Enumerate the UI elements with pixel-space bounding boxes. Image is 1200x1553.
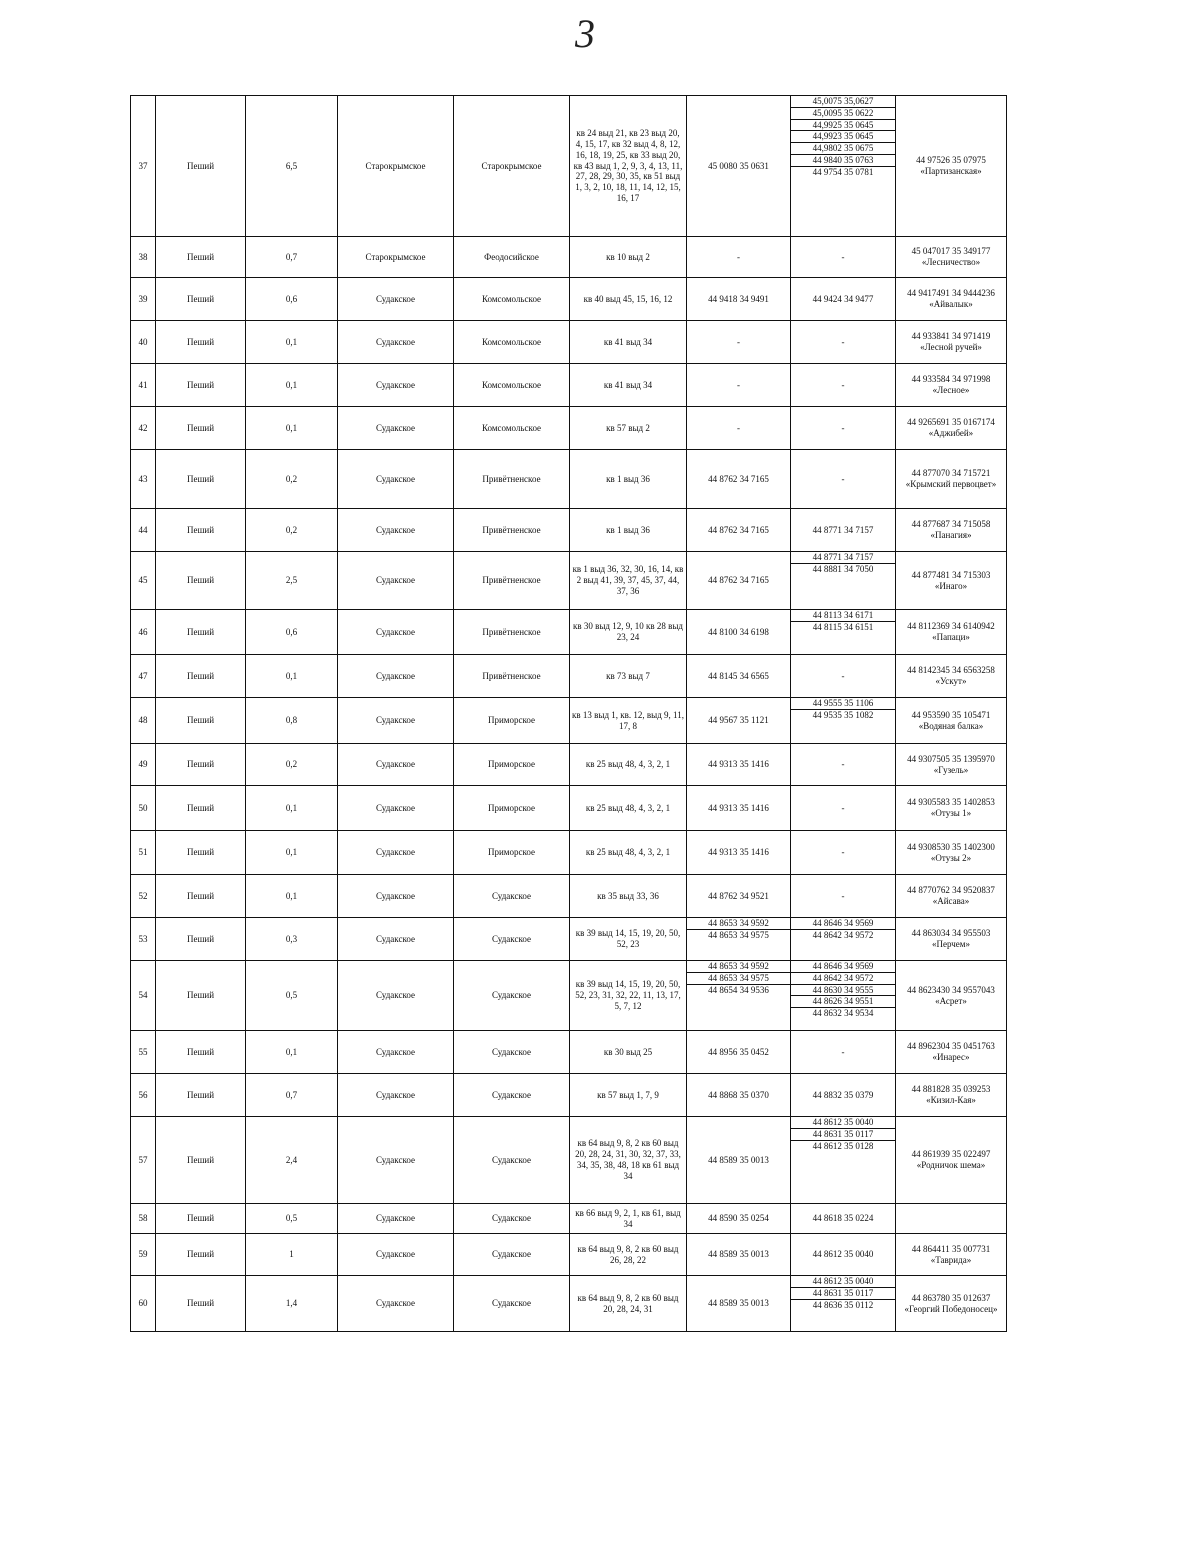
object-note: 44 881828 35 039253 «Кизил-Кая» [896,1074,1007,1117]
route-length: 0,1 [246,655,338,698]
forest-district: Судакское [338,509,454,552]
quarters: кв 13 выд 1, кв. 12, выд 9, 11, 17, 8 [570,698,687,744]
forestry: Привётненское [454,450,570,509]
forestry: Приморское [454,831,570,875]
table-row [131,831,1007,875]
table-row [131,1276,1007,1332]
route-type: Пеший [156,744,246,786]
row-number: 55 [131,1031,156,1074]
row-number: 48 [131,698,156,744]
object-note: 44 864411 35 007731 «Таврида» [896,1234,1007,1276]
object-note: 44 9265691 35 0167174 «Аджибей» [896,407,1007,450]
forestry: Судакское [454,1234,570,1276]
start-coords-item: 44 8653 34 9575 [708,929,769,940]
quarters: кв 39 выд 14, 15, 19, 20, 50, 52, 23 [570,918,687,961]
end-coords: - [791,655,896,698]
end-coords: - [791,237,896,278]
start-coords [687,918,791,961]
table-row [131,237,1007,278]
forestry: Судакское [454,875,570,918]
start-coords: - [687,321,791,364]
forest-district: Судакское [338,407,454,450]
quarters: кв 10 выд 2 [570,237,687,278]
forest-district: Судакское [338,744,454,786]
table-row [131,1074,1007,1117]
start-coords: - [687,407,791,450]
table-row [131,744,1007,786]
end-coords-item: 44 8642 34 9572 [812,929,874,940]
table-row [131,364,1007,407]
start-coords-item: 44 8653 34 9592 [687,918,790,930]
route-length: 0,2 [246,509,338,552]
end-coords: 44 8832 35 0379 [791,1074,896,1117]
quarters: кв 25 выд 48, 4, 3, 2, 1 [570,786,687,831]
object-note: 44 933841 34 971419 «Лесной ручей» [896,321,1007,364]
end-coords: - [791,831,896,875]
row-number: 40 [131,321,156,364]
object-note: 44 8770762 34 9520837 «Айсава» [896,875,1007,918]
quarters: кв 57 выд 2 [570,407,687,450]
route-type: Пеший [156,552,246,610]
end-coords [791,96,896,237]
end-coords-item: 44 8646 34 9569 [791,918,895,930]
route-type: Пеший [156,831,246,875]
row-number: 59 [131,1234,156,1276]
table-row [131,1117,1007,1204]
route-length: 0,1 [246,831,338,875]
route-length: 0,1 [246,875,338,918]
end-coords [791,552,896,610]
route-length: 0,1 [246,407,338,450]
start-coords: 44 8956 35 0452 [687,1031,791,1074]
forestry: Судакское [454,961,570,1031]
object-note: 44 8142345 34 6563258 «Ускут» [896,655,1007,698]
route-length: 0,1 [246,786,338,831]
end-coords-item: 44 8771 34 7157 [791,552,895,564]
end-coords-item: 44 8612 35 0040 [791,1117,895,1129]
quarters: кв 25 выд 48, 4, 3, 2, 1 [570,831,687,875]
forest-district: Судакское [338,1234,454,1276]
route-length: 0,2 [246,450,338,509]
forestry: Комсомольское [454,407,570,450]
forestry: Комсомольское [454,364,570,407]
route-type: Пеший [156,237,246,278]
quarters: кв 30 выд 25 [570,1031,687,1074]
row-number: 37 [131,96,156,237]
route-type: Пеший [156,1276,246,1332]
row-number: 53 [131,918,156,961]
route-length: 0,6 [246,278,338,321]
row-number: 56 [131,1074,156,1117]
object-note: 44 877481 34 715303 «Инаго» [896,552,1007,610]
start-coords: 44 9418 34 9491 [687,278,791,321]
end-coords-item: 44 8631 35 0117 [791,1288,895,1300]
forest-district: Судакское [338,278,454,321]
table-row [131,786,1007,831]
trails-table [130,95,1007,1332]
end-coords-item: 44 8630 34 9555 [791,985,895,997]
end-coords: 44 8612 35 0040 [791,1234,896,1276]
start-coords-item: 44 8653 34 9575 [687,973,790,985]
object-note: 44 9308530 35 1402300 «Отузы 2» [896,831,1007,875]
route-length: 6,5 [246,96,338,237]
route-type: Пеший [156,875,246,918]
route-length: 2,4 [246,1117,338,1204]
quarters: кв 73 выд 7 [570,655,687,698]
forestry: Привётненское [454,552,570,610]
forestry: Комсомольское [454,321,570,364]
object-note: 44 933584 34 971998 «Лесное» [896,364,1007,407]
row-number: 46 [131,610,156,655]
end-coords-item: 45,0075 35,0627 [791,96,895,108]
start-coords: 44 9313 35 1416 [687,831,791,875]
end-coords [791,1117,896,1204]
forestry: Судакское [454,1204,570,1234]
object-note: 44 877687 34 715058 «Панагия» [896,509,1007,552]
route-type: Пеший [156,1031,246,1074]
row-number: 51 [131,831,156,875]
end-coords: - [791,875,896,918]
forestry: Привётненское [454,610,570,655]
forest-district: Судакское [338,831,454,875]
row-number: 60 [131,1276,156,1332]
end-coords: 44 9424 34 9477 [791,278,896,321]
start-coords: 44 8589 35 0013 [687,1234,791,1276]
forestry: Приморское [454,744,570,786]
table-row [131,321,1007,364]
row-number: 45 [131,552,156,610]
forest-district: Судакское [338,961,454,1031]
end-coords-item: 44,9925 35 0645 [791,120,895,132]
quarters: кв 25 выд 48, 4, 3, 2, 1 [570,744,687,786]
object-note: 44 953590 35 105471 «Водяная балка» [896,698,1007,744]
start-coords: 45 0080 35 0631 [687,96,791,237]
object-note: 44 863034 34 955503 «Перчем» [896,918,1007,961]
end-coords-item: 44 9840 35 0763 [791,155,895,167]
forest-district: Судакское [338,786,454,831]
forestry: Приморское [454,698,570,744]
end-coords-item: 44 9754 35 0781 [812,166,874,177]
forest-district: Судакское [338,1117,454,1204]
forest-district: Судакское [338,875,454,918]
table-row [131,407,1007,450]
table-row [131,1234,1007,1276]
quarters: кв 64 выд 9, 8, 2 кв 60 выд 20, 28, 24, 31 [570,1276,687,1332]
row-number: 44 [131,509,156,552]
forest-district: Старокрымское [338,237,454,278]
route-length: 0,5 [246,1204,338,1234]
object-note: 44 9305583 35 1402853 «Отузы 1» [896,786,1007,831]
object-note: 44 9417491 34 9444236 «Айвалык» [896,278,1007,321]
route-type: Пеший [156,321,246,364]
route-length: 1,4 [246,1276,338,1332]
object-note: 44 8962304 35 0451763 «Инарес» [896,1031,1007,1074]
route-length: 0,7 [246,1074,338,1117]
forest-district: Судакское [338,610,454,655]
table-row [131,1204,1007,1234]
end-coords: - [791,364,896,407]
row-number: 47 [131,655,156,698]
end-coords: - [791,450,896,509]
forestry: Старокрымское [454,96,570,237]
end-coords: 44 8618 35 0224 [791,1204,896,1234]
table-row [131,610,1007,655]
page-number: 3 [575,11,595,56]
quarters: кв 41 выд 34 [570,321,687,364]
end-coords-item: 44 8631 35 0117 [791,1129,895,1141]
end-coords: - [791,786,896,831]
start-coords: 44 9567 35 1121 [687,698,791,744]
route-type: Пеший [156,450,246,509]
route-type: Пеший [156,786,246,831]
route-type: Пеший [156,1117,246,1204]
end-coords-item: 44 8646 34 9569 [791,961,895,973]
row-number: 42 [131,407,156,450]
table-row [131,698,1007,744]
start-coords: - [687,364,791,407]
object-note: 44 861939 35 022497 «Родничок шема» [896,1117,1007,1204]
route-type: Пеший [156,96,246,237]
route-type: Пеший [156,1074,246,1117]
object-note: 44 8112369 34 6140942 «Папаци» [896,610,1007,655]
forest-district: Судакское [338,450,454,509]
forestry: Привётненское [454,509,570,552]
forest-district: Судакское [338,698,454,744]
forest-district: Судакское [338,552,454,610]
forestry: Привётненское [454,655,570,698]
table-row [131,918,1007,961]
route-type: Пеший [156,698,246,744]
start-coords: 44 8868 35 0370 [687,1074,791,1117]
row-number: 41 [131,364,156,407]
forestry: Феодосийское [454,237,570,278]
quarters: кв 35 выд 33, 36 [570,875,687,918]
end-coords-item: 44 8113 34 6171 [791,610,895,622]
forest-district: Судакское [338,1276,454,1332]
table-row [131,450,1007,509]
end-coords [791,1276,896,1332]
object-note: 44 97526 35 07975 «Партизанская» [896,96,1007,237]
quarters: кв 66 выд 9, 2, 1, кв 61, выд 34 [570,1204,687,1234]
start-coords [687,961,791,1031]
object-note: 44 9307505 35 1395970 «Гузель» [896,744,1007,786]
row-number: 43 [131,450,156,509]
forestry: Судакское [454,1276,570,1332]
route-type: Пеший [156,364,246,407]
forest-district: Судакское [338,364,454,407]
forest-district: Судакское [338,655,454,698]
start-coords: 44 8100 34 6198 [687,610,791,655]
forest-district: Судакское [338,1031,454,1074]
object-note: 44 877070 34 715721 «Крымский первоцвет» [896,450,1007,509]
quarters: кв 57 выд 1, 7, 9 [570,1074,687,1117]
forestry: Судакское [454,1031,570,1074]
end-coords-item: 44 8636 35 0112 [812,1299,874,1310]
end-coords: - [791,744,896,786]
quarters: кв 1 выд 36 [570,509,687,552]
table-row [131,875,1007,918]
forest-district: Судакское [338,918,454,961]
start-coords: 44 8145 34 6565 [687,655,791,698]
route-length: 0,3 [246,918,338,961]
end-coords-item: 44 8626 34 9551 [791,996,895,1008]
route-type: Пеший [156,610,246,655]
end-coords: - [791,321,896,364]
route-type: Пеший [156,1234,246,1276]
row-number: 39 [131,278,156,321]
table-row [131,278,1007,321]
start-coords: - [687,237,791,278]
start-coords: 44 8762 34 7165 [687,509,791,552]
table-row [131,509,1007,552]
end-coords-item: 45,0095 35 0622 [791,108,895,120]
forest-district: Старокрымское [338,96,454,237]
route-length: 0,5 [246,961,338,1031]
end-coords-item: 44,9923 35 0645 [791,131,895,143]
start-coords: 44 8762 34 7165 [687,450,791,509]
end-coords [791,961,896,1031]
end-coords-item: 44 8612 35 0040 [791,1276,895,1288]
object-note: 44 863780 35 012637 «Георгий Победоносец» [896,1276,1007,1332]
route-type: Пеший [156,509,246,552]
row-number: 57 [131,1117,156,1204]
route-type: Пеший [156,655,246,698]
forest-district: Судакское [338,1204,454,1234]
end-coords: 44 8771 34 7157 [791,509,896,552]
route-length: 0,1 [246,1031,338,1074]
object-note: 45 047017 35 349177 «Лесничество» [896,237,1007,278]
table-row [131,961,1007,1031]
forestry: Приморское [454,786,570,831]
end-coords [791,698,896,744]
start-coords-item: 44 8654 34 9536 [708,984,769,995]
start-coords: 44 8590 35 0254 [687,1204,791,1234]
start-coords-item: 44 8653 34 9592 [687,961,790,973]
route-length: 0,1 [246,364,338,407]
table-row [131,552,1007,610]
route-length: 2,5 [246,552,338,610]
route-length: 0,8 [246,698,338,744]
start-coords: 44 8589 35 0013 [687,1117,791,1204]
forestry: Комсомольское [454,278,570,321]
route-type: Пеший [156,918,246,961]
forestry: Судакское [454,918,570,961]
start-coords: 44 8589 35 0013 [687,1276,791,1332]
quarters: кв 64 выд 9, 8, 2 кв 60 выд 20, 28, 24, 31, 30, 32, 37, 33, 34, 35, 38, 48, 18 кв 61 выд 34 [570,1117,687,1204]
quarters: кв 30 выд 12, 9, 10 кв 28 выд 23, 24 [570,610,687,655]
table-row [131,96,1007,237]
quarters: кв 1 выд 36 [570,450,687,509]
forestry: Судакское [454,1074,570,1117]
start-coords: 44 9313 35 1416 [687,786,791,831]
route-type: Пеший [156,407,246,450]
quarters: кв 24 выд 21, кв 23 выд 20, 4, 15, 17, кв 32 выд 4, 8, 12, 16, 18, 19, 25, кв 33 выд 20, кв 43 выд 1, 2, 9, 3, 4, 13, 11, 27, 28, 29, 30, 35, кв 51 выд 1, 3, 2, 10, 18, 11, 14, 12, 15, 16, 17 [570,96,687,237]
end-coords: - [791,1031,896,1074]
end-coords-item: 44 8642 34 9572 [791,973,895,985]
table-row [131,1031,1007,1074]
route-type: Пеший [156,1204,246,1234]
forest-district: Судакское [338,1074,454,1117]
end-coords [791,610,896,655]
end-coords-item: 44 8881 34 7050 [812,563,874,574]
route-length: 0,2 [246,744,338,786]
end-coords-item: 44 9535 35 1082 [812,709,874,720]
route-length: 1 [246,1234,338,1276]
forestry: Судакское [454,1117,570,1204]
start-coords: 44 8762 34 7165 [687,552,791,610]
table-row [131,655,1007,698]
row-number: 58 [131,1204,156,1234]
quarters: кв 41 выд 34 [570,364,687,407]
end-coords-item: 44 8115 34 6151 [812,621,874,632]
route-length: 0,7 [246,237,338,278]
end-coords-item: 44,9802 35 0675 [791,143,895,155]
end-coords-item: 44 8632 34 9534 [812,1008,874,1019]
route-type: Пеший [156,961,246,1031]
end-coords-item: 44 9555 35 1106 [791,698,895,710]
forest-district: Судакское [338,321,454,364]
start-coords: 44 9313 35 1416 [687,744,791,786]
row-number: 52 [131,875,156,918]
row-number: 54 [131,961,156,1031]
end-coords-item: 44 8612 35 0128 [812,1140,874,1151]
quarters: кв 1 выд 36, 32, 30, 16, 14, кв 2 выд 41, 39, 37, 45, 37, 44, 37, 36 [570,552,687,610]
route-type: Пеший [156,278,246,321]
row-number: 50 [131,786,156,831]
end-coords: - [791,407,896,450]
route-length: 0,1 [246,321,338,364]
start-coords: 44 8762 34 9521 [687,875,791,918]
row-number: 38 [131,237,156,278]
row-number: 49 [131,744,156,786]
quarters: кв 39 выд 14, 15, 19, 20, 50, 52, 23, 31, 32, 22, 11, 13, 17, 5, 7, 12 [570,961,687,1031]
route-length: 0,6 [246,610,338,655]
object-note [896,1204,1007,1234]
quarters: кв 64 выд 9, 8, 2 кв 60 выд 26, 28, 22 [570,1234,687,1276]
quarters: кв 40 выд 45, 15, 16, 12 [570,278,687,321]
end-coords [791,918,896,961]
object-note: 44 8623430 34 9557043 «Асрет» [896,961,1007,1031]
